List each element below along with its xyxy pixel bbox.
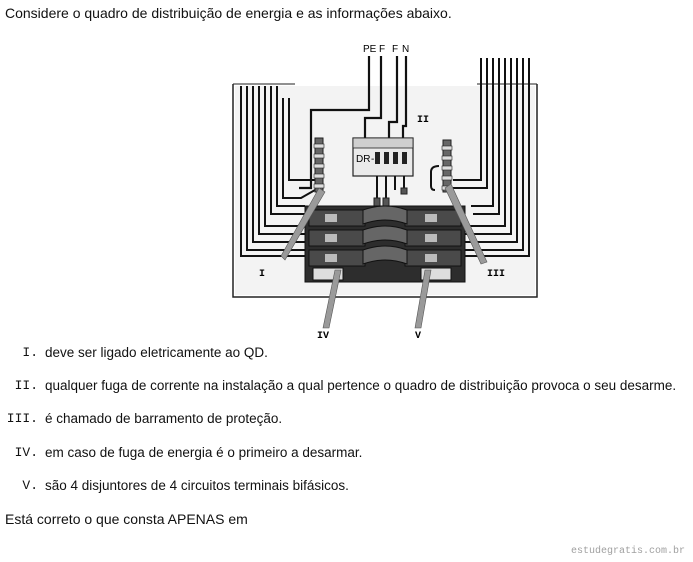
question-text: Está correto o que consta APENAS em	[5, 511, 248, 527]
statement-2	[0, 378, 693, 396]
watermark: estudegratis.com.br	[570, 546, 685, 557]
statement-5	[0, 478, 693, 496]
callout-iv: IV	[317, 331, 330, 342]
label-pe: PE	[363, 44, 377, 55]
statement-3	[0, 411, 693, 429]
statement-number: II.	[14, 378, 38, 393]
callout-i: I	[259, 269, 266, 280]
statement-number: V.	[22, 478, 38, 493]
callout-iii: III	[487, 269, 506, 280]
statement-text: é chamado de barramento de proteção.	[45, 411, 283, 426]
statement-number: IV.	[14, 445, 38, 460]
intro-text: Considere o quadro de distribuição de energia e as informações abaixo.	[5, 5, 452, 21]
statement-number: I.	[22, 345, 38, 360]
statement-text: qualquer fuga de corrente na instalação a qual pertence o quadro de distribuição provoca o seu desarme.	[45, 378, 677, 393]
dr-label: DR	[356, 154, 371, 165]
label-f2: F	[392, 44, 399, 55]
statement-1	[0, 345, 693, 363]
label-f1: F	[379, 44, 386, 55]
callout-ii: II	[417, 115, 430, 126]
statement-text: em caso de fuga de energia é o primeiro a desarmar.	[45, 445, 363, 460]
svg-text:-: -	[371, 154, 375, 165]
distribution-board-figure	[225, 38, 545, 344]
label-n: N	[402, 44, 410, 55]
statement-text: são 4 disjuntores de 4 circuitos terminais bifásicos.	[45, 478, 349, 493]
statement-4	[0, 445, 693, 463]
statement-text: deve ser ligado eletricamente ao QD.	[45, 345, 268, 360]
callout-v: V	[415, 331, 422, 342]
statement-number: III.	[6, 411, 38, 426]
